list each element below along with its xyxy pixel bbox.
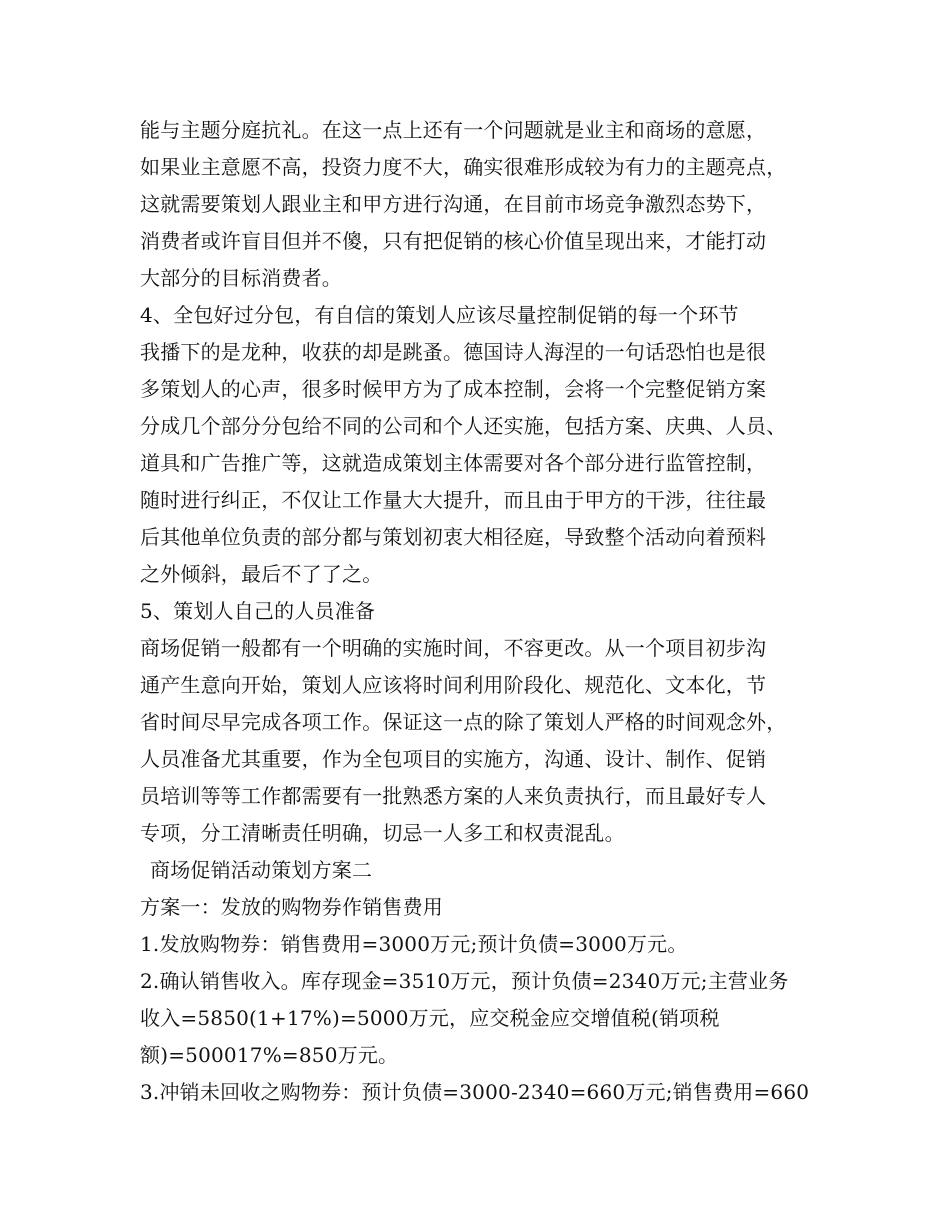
text-line: 道具和广告推广等，这就造成策划主体需要对各个部分进行监管控制， — [140, 451, 767, 475]
text-line: 我播下的是龙种，收获的却是跳蚤。德国诗人海涅的一句话恐怕也是很 — [140, 340, 767, 364]
list-item: 2.确认销售收入。库存现金=3510万元，预计负债=2340万元;主营业务 — [140, 969, 789, 993]
text-line: 省时间尽早完成各项工作。保证这一点的除了策划人严格的时间观念外， — [140, 710, 787, 734]
text-line: 后其他单位负责的部分都与策划初衷大相径庭，导致整个活动向着预料 — [140, 525, 767, 549]
document-title: 商场促销活动策划方案二 — [150, 858, 373, 882]
section-heading: 4、全包好过分包，有自信的策划人应该尽量控制促销的每一个环节 — [140, 303, 739, 327]
text-line: 之外倾斜，最后不了了之。 — [140, 562, 383, 586]
list-item: 1.发放购物券：销售费用=3000万元;预计负债=3000万元。 — [140, 932, 688, 956]
section-heading: 方案一：发放的购物券作销售费用 — [140, 895, 443, 919]
text-line: 多策划人的心声，很多时候甲方为了成本控制，会将一个完整促销方案 — [140, 377, 767, 401]
text-line: 收入=5850(1+17%)=5000万元，应交税金应交增值税(销项税 — [140, 1006, 720, 1030]
text-line: 人员准备尤其重要，作为全包项目的实施方，沟通、设计、制作、促销 — [140, 747, 767, 771]
text-line: 能与主题分庭抗礼。在这一点上还有一个问题就是业主和商场的意愿， — [140, 118, 767, 142]
text-line: 大部分的目标消费者。 — [140, 266, 342, 290]
document-body — [140, 112, 820, 1111]
section-heading: 5、策划人自己的人员准备 — [140, 599, 376, 623]
text-line: 随时进行纠正，不仅让工作量大大提升，而且由于甲方的干涉，往往最 — [140, 488, 767, 512]
text-line: 商场促销一般都有一个明确的实施时间，不容更改。从一个项目初步沟 — [140, 636, 767, 660]
text-line: 通产生意向开始，策划人应该将时间利用阶段化、规范化、文本化，节 — [140, 673, 767, 697]
text-line: 这就需要策划人跟业主和甲方进行沟通，在目前市场竞争激烈态势下， — [140, 192, 767, 216]
text-line: 专项，分工清晰责任明确，切忌一人多工和权责混乱。 — [140, 821, 625, 845]
list-item: 3.冲销未回收之购物券：预计负债=3000-2340=660万元;销售费用=660 — [140, 1080, 810, 1104]
text-line: 额)=500017%=850万元。 — [140, 1043, 399, 1067]
text-line: 分成几个部分分包给不同的公司和个人还实施，包括方案、庆典、人员、 — [140, 414, 787, 438]
text-line: 员培训等等工作都需要有一批熟悉方案的人来负责执行，而且最好专人 — [140, 784, 767, 808]
text-line: 消费者或许盲目但并不傻，只有把促销的核心价值呈现出来，才能打动 — [140, 229, 767, 253]
text-line: 如果业主意愿不高，投资力度不大，确实很难形成较为有力的主题亮点， — [140, 155, 787, 179]
